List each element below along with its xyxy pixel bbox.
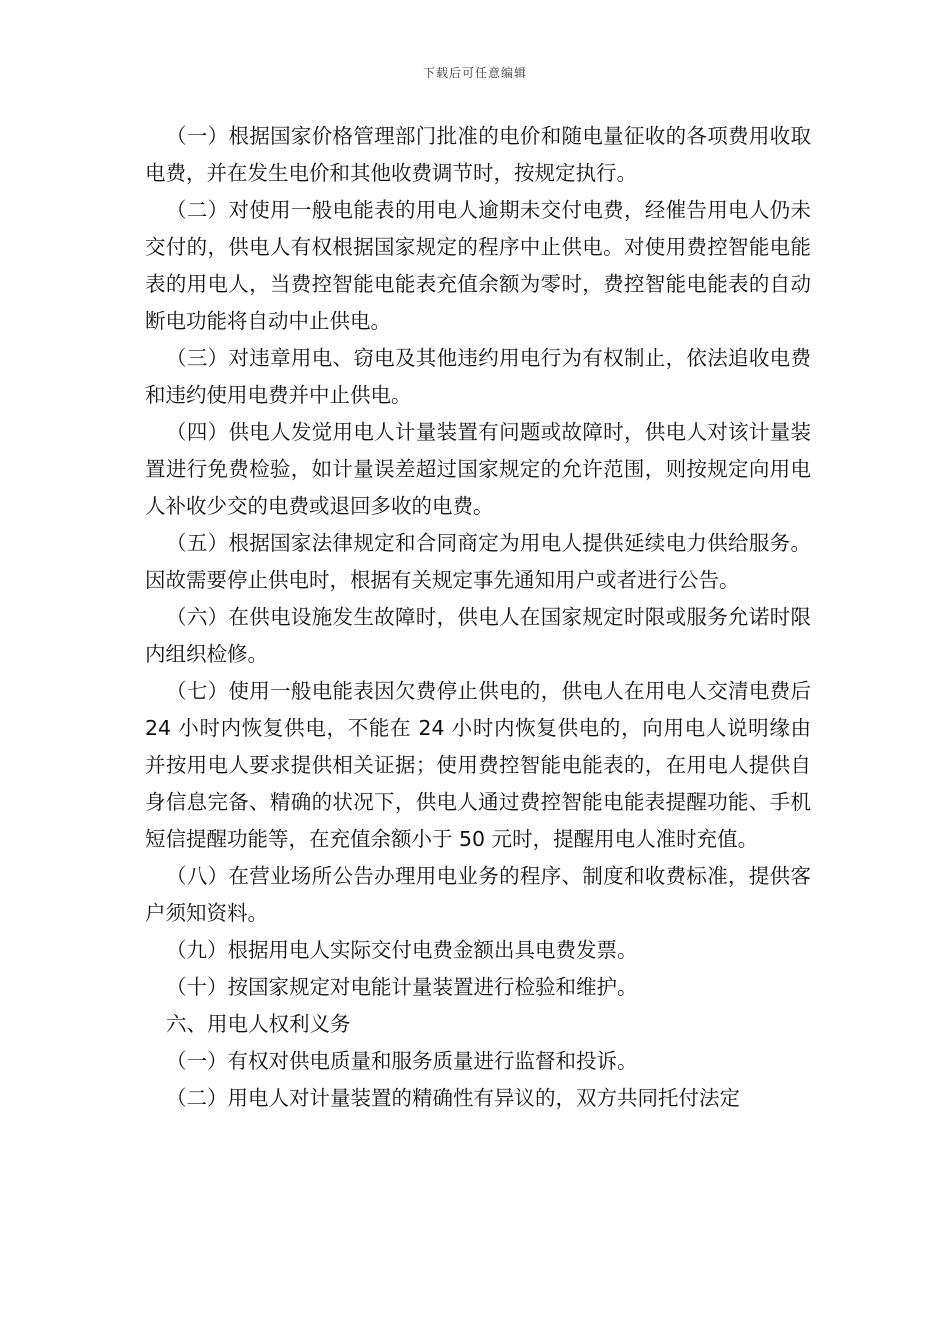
paragraph-7: （七）使用一般电能表因欠费停止供电的，供电人在用电人交清电费后 24 小时内恢复供电，不能在 24 小时内恢复供电的，向用电人说明缘由并按用电人要求提供相关证据；使用费控智能电能表的，在用电人提供自身信息完备、精确的状况下，供电人通过费控智能电能表提醒功能、手机短信提醒功能等，在充值余额小于 50 元时，提醒用电人准时充值。 bbox=[145, 679, 811, 851]
paragraph-1: （一）根据国家价格管理部门批准的电价和随电量征收的各项费用收取电费，并在发生电价和其他收费调节时，按规定执行。 bbox=[145, 124, 811, 185]
paragraph-3: （三）对违章用电、窃电及其他违约用电行为有权制止，依法追收电费和违约使用电费并中止供电。 bbox=[145, 346, 811, 407]
paragraph-6: （六）在供电设施发生故障时，供电人在国家规定时限或服务允诺时限内组织检修。 bbox=[145, 605, 811, 666]
section-heading: 六、用电人权利义务 bbox=[166, 1012, 351, 1036]
paragraph-5: （五）根据国家法律规定和合同商定为用电人提供延续电力供给服务。因故需要停止供电时，根据有关规定事先通知用户或者进行公告。 bbox=[145, 531, 811, 592]
paragraph-12: （一）有权对供电质量和服务质量进行监督和投诉。 bbox=[166, 1049, 638, 1073]
paragraph-9: （九）根据用电人实际交付电费金额出具电费发票。 bbox=[166, 938, 638, 962]
paragraph-4: （四）供电人发觉用电人计量装置有问题或故障时，供电人对该计量装置进行免费检验，如计量误差超过国家规定的允许范围，则按规定向用电人补收少交的电费或退回多收的电费。 bbox=[145, 420, 811, 518]
paragraph-8: （八）在营业场所公告办理用电业务的程序、制度和收费标准，提供客户须知资料。 bbox=[145, 864, 811, 925]
paragraph-2: （二）对使用一般电能表的用电人逾期未交付电费，经催告用电人仍未交付的，供电人有权根据国家规定的程序中止供电。对使用费控智能电能表的用电人，当费控智能电能表充值余额为零时，费控智能电能表的自动断电功能将自动中止供电。 bbox=[145, 198, 811, 333]
paragraph-10: （十）按国家规定对电能计量装置进行检验和维护。 bbox=[166, 975, 638, 999]
paragraph-13: （二）用电人对计量装置的精确性有异议的，双方共同托付法定 bbox=[166, 1086, 740, 1110]
page-header: 下载后可任意编辑 bbox=[422, 66, 527, 80]
document-body bbox=[145, 118, 811, 1117]
